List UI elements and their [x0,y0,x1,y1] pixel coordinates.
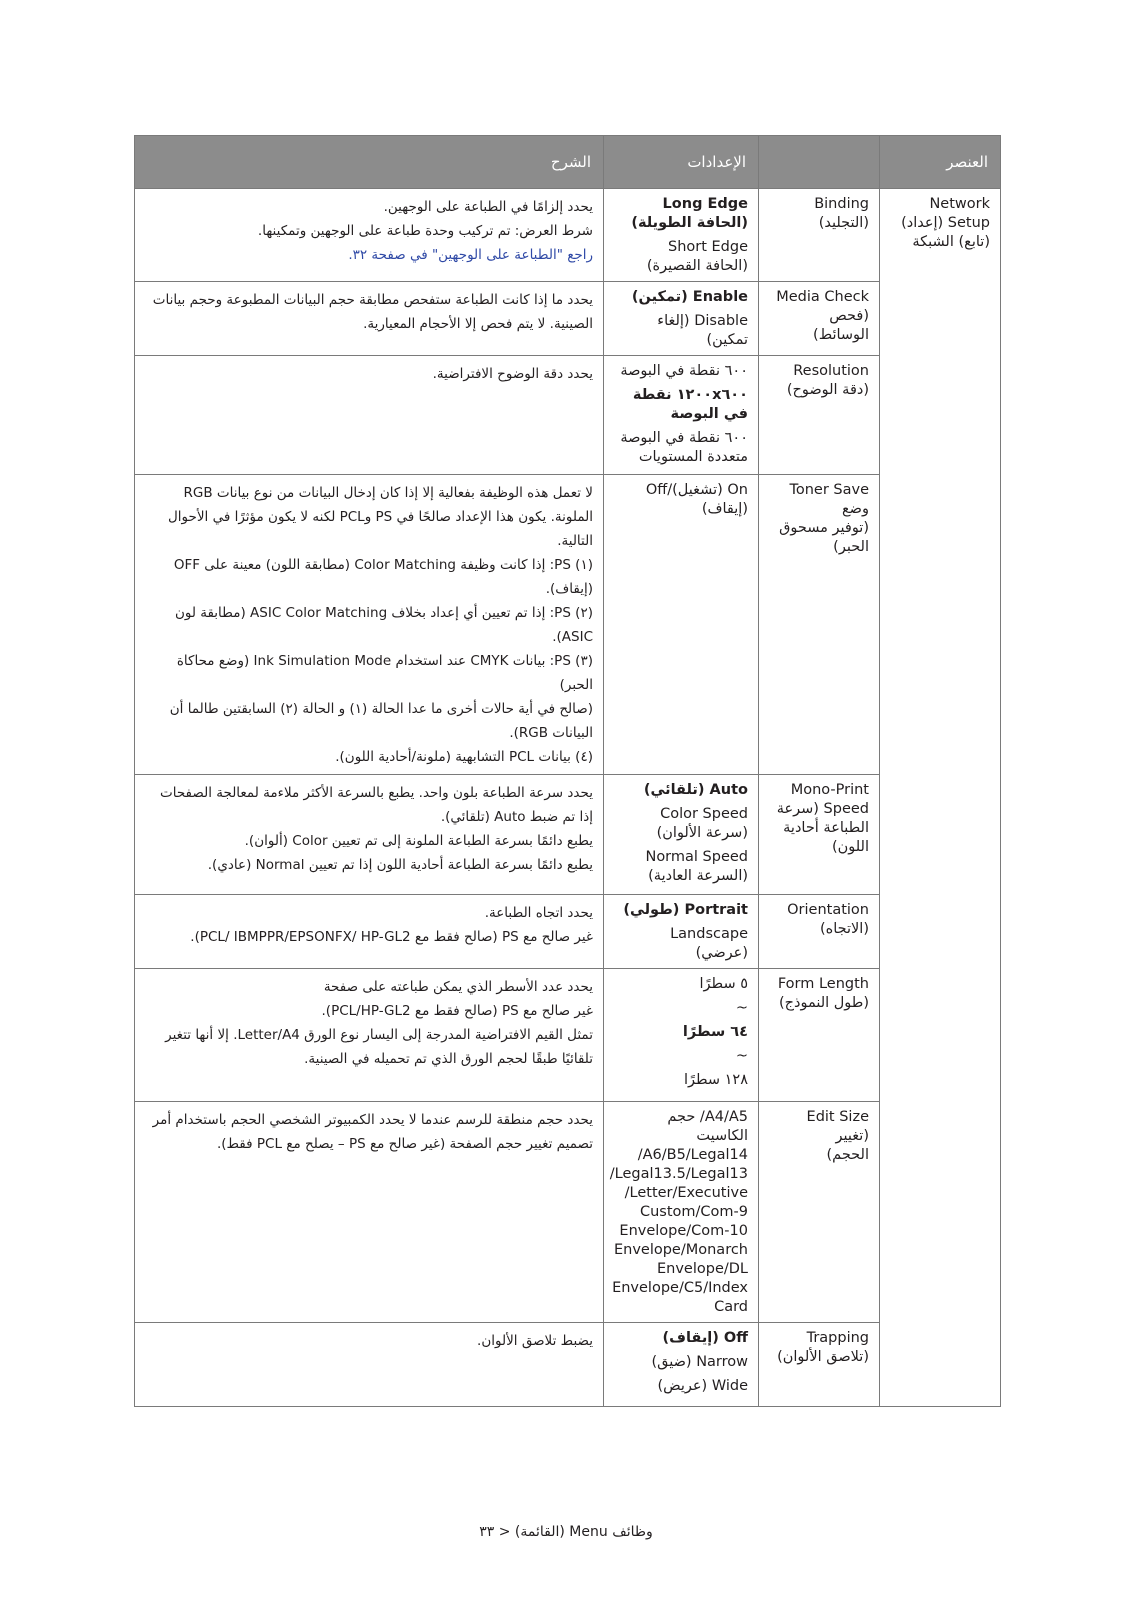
setting-line: Auto (تلقائي) [643,782,748,798]
table-row-mono-print [135,775,1001,895]
setting-value [614,429,748,467]
setting-value [614,1353,748,1372]
setting-value [614,925,748,963]
settings-trapping [604,1323,759,1407]
setting-line: في البوصة [670,406,748,422]
subitem-media-check [759,282,880,356]
subitem-toner-save [759,475,880,775]
cell-line: Resolution [793,363,869,379]
cell-line: Orientation [787,902,869,918]
setting-value [614,238,748,276]
description-line: تمثل القيم الافتراضية المدرجة إلى اليسار نوع الورق Letter/A4. إلا أنها تتغير تلقائيًا طبقًا لحجم الورق الذي تم تحميله في الصينية. [165,1027,593,1067]
cell-line: الحجم) [826,1147,869,1163]
setting-value [614,1377,748,1396]
cell-line: (تلاصق الألوان) [777,1349,869,1365]
header-subitem [759,136,880,189]
setting-line: Narrow (ضيق) [651,1354,748,1370]
setting-line: ٦٠٠ نقطة في البوصة [620,363,748,379]
setting-value [614,312,748,350]
cell-line: (دقة الوضوح) [786,382,869,398]
table-row-toner-save [135,475,1001,775]
description-line: يحدد إلزامًا في الطباعة على الوجهين. [383,199,593,215]
setting-value [614,195,748,233]
table-header-row [135,136,1001,189]
setting-line: Long Edge [662,196,748,212]
cell-line: Edit Size (تغيير [806,1109,869,1144]
table-row-media-check [135,282,1001,356]
table-row-trapping [135,1323,1001,1407]
description-line: يحدد سرعة الطباعة بلون واحد. يطبع بالسرعة الأكثر ملاءمة لمعالجة الصفحات إذا تم ضبط Auto (تلقائي). [160,785,593,825]
description-media-check [135,282,604,356]
setting-line: (السرعة العادية) [648,868,748,884]
header-item: العنصر [880,136,1001,189]
setting-line: ١٢٠٠x٦٠٠ نقطة [632,387,748,403]
description-orientation [135,895,604,969]
description-line: غير صالح مع PS (صالح فقط مع PCL/ IBMPPR/EPSONFX/ HP-GL2). [190,929,593,945]
description-line: يحدد اتجاه الطباعة. [484,905,593,921]
setting-line: Letter/Executive/ [624,1185,748,1201]
setting-line: ٦٠٠ نقطة في البوصة [620,430,748,446]
setting-value [614,975,748,994]
table-row-resolution [135,356,1001,475]
table-row-form-length [135,969,1001,1102]
description-binding [135,189,604,282]
description-line: يضبط تلاصق الألوان. [477,1333,593,1349]
setting-line: ٥ سطرًا [699,976,748,992]
setting-line: On (تشغيل)/Off (إيقاف) [645,482,748,517]
setting-value [614,481,748,519]
subitem-edit-size [759,1102,880,1323]
setting-value [609,1108,748,1317]
setting-line: Normal Speed [645,849,748,865]
setting-line: (الحافة القصيرة) [646,258,748,274]
setting-line: Envelope/Monarch [613,1242,748,1258]
setting-value [614,288,748,307]
setting-value [614,999,748,1018]
setting-line: ١٢٨ سطرًا [683,1072,748,1088]
description-line: شرط العرض: تم تركيب وحدة طباعة على الوجهين وتمكينها. [257,223,593,239]
setting-line: Color Speed [660,806,748,822]
cell-line: Speed (سرعة [776,801,869,817]
description-edit-size [135,1102,604,1323]
cell-line: Setup (إعداد) [901,215,990,231]
setting-line: Envelope/Com-10 [619,1223,748,1239]
settings-mono-print [604,775,759,895]
cell-line: (طول النموذج) [778,995,869,1011]
setting-value [614,901,748,920]
subitem-form-length [759,969,880,1102]
description-line: يحدد عدد الأسطر الذي يمكن طباعته على صفحة [323,979,593,995]
setting-line: A6/B5/Legal14/ [637,1147,748,1163]
setting-line: (الحافة الطويلة) [631,215,748,231]
cell-line: Form Length [777,976,869,992]
setting-line: Card [714,1299,748,1315]
subitem-orientation [759,895,880,969]
cell-line: Mono-Print [790,782,869,798]
cell-line: (فحص الوسائط) [813,308,869,343]
setting-value [614,805,748,843]
cell-line: (تابع) الشبكة [912,234,990,250]
description-line: يطبع دائمًا بسرعة الطباعة أحادية اللون إذا تم تعيين Normal (عادي). [207,857,593,873]
settings-edit-size [604,1102,759,1323]
description-line: (٢) PS: إذا تم تعيين أي إعداد بخلاف ASIC Color Matching (مطابقة لون ASIC). [174,605,593,645]
subitem-binding [759,189,880,282]
setting-line: Wide (عريض) [657,1378,748,1394]
description-line: يحدد ما إذا كانت الطباعة ستفحص مطابقة حجم البيانات المطبوعة وحجم بيانات الصينية. لا يتم فحص إلا الأحجام المعيارية. [152,292,593,332]
description-form-length [135,969,604,1102]
item-network-setup [880,189,1001,1407]
settings-media-check [604,282,759,356]
setting-line: Envelope/C5/Index [612,1280,748,1296]
description-line: غير صالح مع PS (صالح فقط مع PCL/HP-GL2). [321,1003,593,1019]
setting-line: A4/A5/ حجم الكاسيت [667,1109,748,1144]
table-row-orientation [135,895,1001,969]
subitem-resolution [759,356,880,475]
description-line: (٤) بيانات PCL التشابهية (ملونة/أحادية اللون). [335,749,593,765]
cell-line: (توفير مسحوق الحبر) [779,520,869,555]
cell-line: Trapping [806,1330,869,1346]
settings-toner-save [604,475,759,775]
setting-line: (سرعة الألوان) [656,825,748,841]
cell-line: Binding (التجليد) [814,196,869,231]
settings-resolution [604,356,759,475]
header-settings: الإعدادات [604,136,759,189]
setting-line: Envelope/DL [656,1261,748,1277]
setting-line: ~ [735,1048,748,1064]
settings-orientation [604,895,759,969]
setting-line: Custom/Com-9 [639,1204,748,1220]
description-toner-save [135,475,604,775]
setting-line: متعددة المستويات [638,449,748,465]
description-line: (صالح في أية حالات أخرى ما عدا الحالة (١) و الحالة (٢) السابقتين طالما أن البيانات RGB). [169,701,593,741]
setting-value [614,386,748,424]
description-mono-print [135,775,604,895]
cell-line: الطباعة أحادية اللون) [783,820,869,855]
setting-value [614,1047,748,1066]
description-link[interactable]: راجع "الطباعة على الوجهين" في صفحة ٣٢. [348,247,593,263]
description-line: يحدد حجم منطقة للرسم عندما لا يحدد الكمبيوتر الشخصي الحجم باستخدام أمر تصميم تغيير حجم الصفحة (غير صالح مع PS – يصلح مع PCL فقط). [152,1112,593,1152]
setting-value [614,1023,748,1042]
description-line: (٣) PS: بيانات CMYK عند استخدام Ink Simulation Mode (وضع محاكاة الحبر) [176,653,593,693]
setting-value [614,781,748,800]
setting-line: Landscape (عرضي) [670,926,748,961]
menu-settings-table [134,135,1001,1407]
setting-line: ٦٤ سطرًا [682,1024,748,1040]
cell-line: Media Check [776,289,869,305]
cell-line: Toner Save وضع [789,482,869,517]
page-footer: وظائف Menu (القائمة) < ٣٣ [479,1524,653,1540]
description-line: (١) PS: إذا كانت وظيفة Color Matching (مطابقة اللون) معينة على OFF (إيقاف). [173,557,593,597]
subitem-trapping [759,1323,880,1407]
setting-line: Short Edge [667,239,748,255]
settings-form-length [604,969,759,1102]
cell-line: Network [929,196,990,212]
description-line: لا تعمل هذه الوظيفة بفعالية إلا إذا كان إدخال البيانات من نوع بيانات RGB الملونة. يكون هذا الإعداد صالحًا في PS وPCL لكنه لا يكون مؤثرًا في الأحوال التالية. [167,485,593,549]
table-row-binding [135,189,1001,282]
description-line: يحدد دقة الوضوح الافتراضية. [432,366,593,382]
setting-value [614,848,748,886]
setting-line: Legal13.5/Legal13/ [609,1166,748,1182]
cell-line: (الاتجاه) [819,921,869,937]
description-line: يطبع دائمًا بسرعة الطباعة الملونة إلى تم تعيين Color (ألوان). [244,833,593,849]
description-trapping [135,1323,604,1407]
setting-value [614,1071,748,1090]
settings-binding [604,189,759,282]
setting-value [614,1329,748,1348]
table-row-edit-size [135,1102,1001,1323]
header-description: الشرح [135,136,604,189]
description-resolution [135,356,604,475]
setting-line: Portrait (طولي) [623,902,748,918]
setting-line: Enable (تمكين) [631,289,748,305]
setting-value [614,362,748,381]
subitem-mono-print [759,775,880,895]
setting-line: Off (إيقاف) [662,1330,748,1346]
setting-line: ~ [735,1000,748,1016]
setting-line: Disable (إلغاء تمكين) [657,313,748,348]
